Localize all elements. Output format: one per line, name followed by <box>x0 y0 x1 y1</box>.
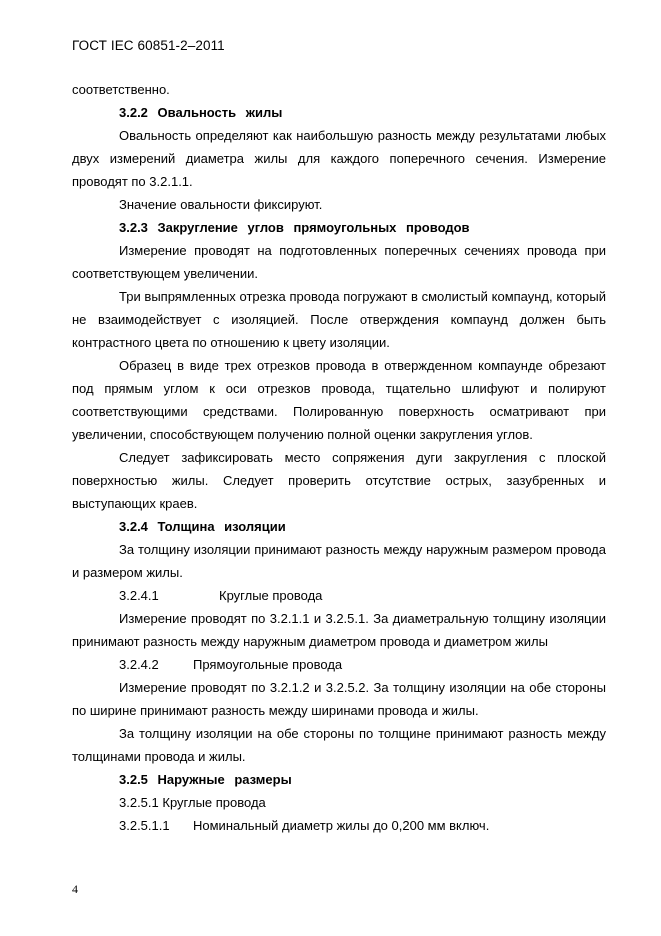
paragraph: Овальность определяют как наибольшую разность между результатами любых двух измерений диаметра жилы для каждого поперечного сечения. Измерение проводят по 3.2.1.1. <box>72 128 606 189</box>
subsection-heading-3-2-5-1-1: 3.2.5.1.1 Номинальный диаметр жилы до 0,200 мм включ. <box>119 818 490 833</box>
paragraph: Измерение проводят на подготовленных поперечных сечениях провода при соответствующем увеличении. <box>72 243 606 281</box>
subsection-heading-3-2-5-1: 3.2.5.1 Круглые провода <box>119 795 266 810</box>
subsection-heading-3-2-4-1: 3.2.4.1 Круглые провода <box>119 588 323 603</box>
paragraph: Измерение проводят по 3.2.1.2 и 3.2.5.2. За толщину изоляции на обе стороны по ширине принимают разность между ширинами провода и жилы. <box>72 680 606 718</box>
subsection-heading-3-2-4-2: 3.2.4.2 Прямоугольные провода <box>119 657 343 672</box>
paragraph: Образец в виде трех отрезков провода в отвержденном компаунде обрезают под прямым углом к оси отрезков провода, тщательно шлифуют и полируют соответствующими средствами. Полированную поверхность осматривают при увеличении, способствующем получению полной оценки закругления углов. <box>72 358 606 442</box>
paragraph: Три выпрямленных отрезка провода погружают в смолистый компаунд, который не взаимодействует с изоляцией. После отверждения компаунд должен быть контрастного цвета по отношению к цвету изоляции. <box>72 289 606 350</box>
section-heading-3-2-5: 3.2.5 Наружные размеры <box>119 772 292 787</box>
section-heading-3-2-2: 3.2.2 Овальность жилы <box>119 105 283 120</box>
document-body <box>72 78 606 837</box>
paragraph: За толщину изоляции на обе стороны по толщине принимают разность между толщинами провода и жилы. <box>72 726 606 764</box>
paragraph: За толщину изоляции принимают разность между наружным размером провода и размером жилы. <box>72 542 606 580</box>
section-heading-3-2-3: 3.2.3 Закругление углов прямоугольных проводов <box>119 220 470 235</box>
document-header: ГОСТ IEC 60851-2–2011 <box>72 38 225 53</box>
paragraph: Измерение проводят по 3.2.1.1 и 3.2.5.1. За диаметральную толщину изоляции принимают разность между наружным диаметром провода и диаметром жилы <box>72 611 606 649</box>
page-number: 4 <box>72 882 78 896</box>
paragraph: Следует зафиксировать место сопряжения дуги закругления с плоской поверхностью жилы. Следует проверить отсутствие острых, зазубренных и выступающих краев. <box>72 450 606 511</box>
section-heading-3-2-4: 3.2.4 Толщина изоляции <box>119 519 286 534</box>
paragraph: Значение овальности фиксируют. <box>119 197 323 212</box>
paragraph: соответственно. <box>72 82 170 97</box>
